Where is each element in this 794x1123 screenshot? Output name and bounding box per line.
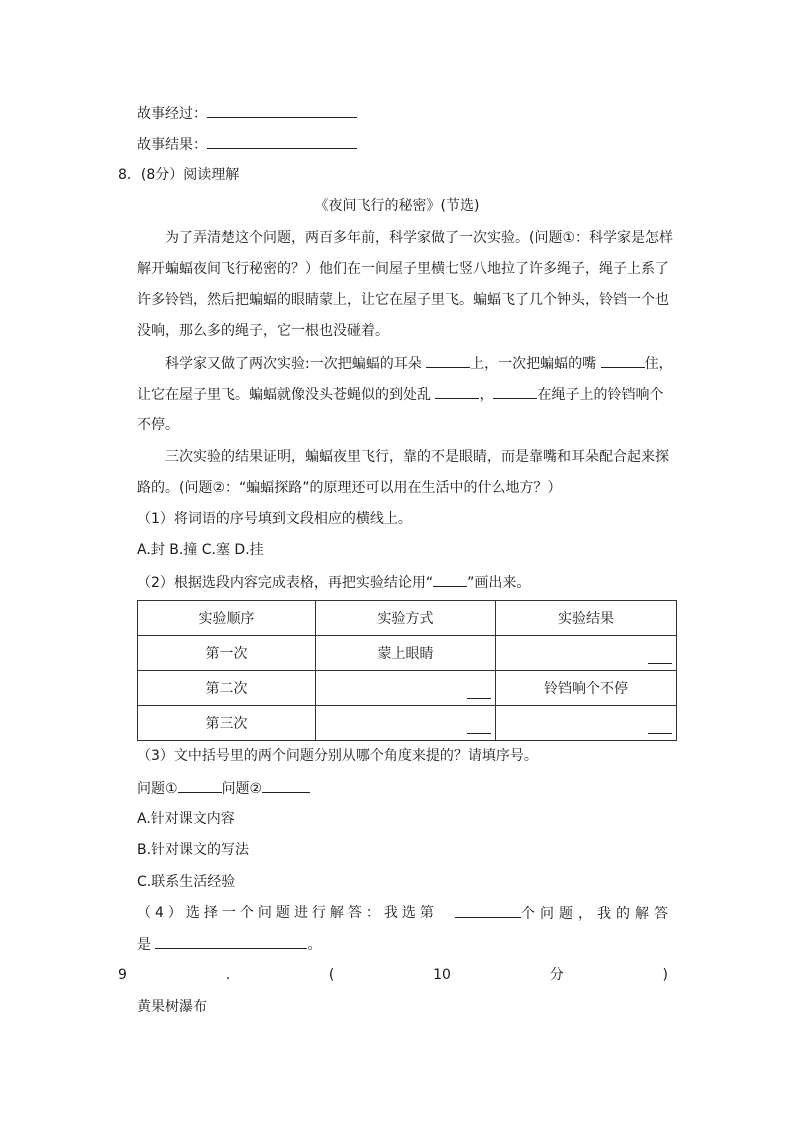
- story-process-label: 故事经过：: [137, 106, 207, 122]
- p1-line-1: 为了弄清楚这个问题，两百多年前，科学家做了一次实验。(问题①：科学家是怎样: [165, 230, 674, 246]
- p2-line-2: [137, 384, 663, 405]
- table-cell-blank[interactable]: [316, 671, 496, 706]
- sub4-text-d: 。: [307, 937, 322, 953]
- p1-line-2: 解开蝙蝠夜间飞行秘密的？）他们在一间屋子里横七竖八地拉了许多绳子，绳子上系了: [137, 261, 669, 277]
- passage-title: 《夜间飞行的秘密》(节选): [314, 198, 480, 214]
- fly-blank[interactable]: [435, 384, 479, 399]
- sub1-options: A.封 B.撞 C.塞 D.挂: [137, 542, 264, 558]
- sub3-option-a: A.针对课文内容: [137, 811, 235, 827]
- sub3-option-c: C.联系生活经验: [137, 874, 236, 890]
- sub2-prompt: [137, 572, 530, 593]
- table-cell: 第一次: [138, 636, 316, 671]
- p1-line-4: 没响，那么多的绳子，它一根也没碰着。: [137, 323, 389, 339]
- sub3-q1-label: 问题①: [137, 781, 178, 797]
- answer-blank[interactable]: [648, 663, 672, 664]
- p2-text-b: 上，一次把蝙蝠的嘴: [470, 356, 597, 372]
- table-header-row: [138, 601, 677, 636]
- answer-text-blank[interactable]: [155, 934, 307, 949]
- table-cell-blank[interactable]: [316, 706, 496, 741]
- table-row: [138, 706, 677, 741]
- p2-line-3: 不停。: [137, 417, 179, 433]
- p2-text-c: 住，: [644, 356, 673, 372]
- p2-text-e: ，: [479, 387, 494, 403]
- story-result-line: [137, 134, 357, 155]
- table-row: [138, 671, 677, 706]
- choice-blank[interactable]: [455, 903, 521, 918]
- mouth-blank[interactable]: [601, 353, 645, 368]
- p2-text-f: 在绳子上的铃铛响个: [537, 387, 664, 403]
- answer-blank[interactable]: [648, 733, 672, 734]
- q2-blank[interactable]: [262, 778, 310, 793]
- sub4-text-a: （4）选择一个问题进行解答：我选第: [137, 905, 438, 921]
- ear-blank[interactable]: [426, 353, 470, 368]
- p3-line-2: 路的。(问题②：“蝙蝠探路”的原理还可以用在生活中的什么地方？）: [137, 480, 562, 496]
- q9-title: 黄果树瀑布: [137, 999, 207, 1015]
- story-result-label: 故事结果：: [137, 137, 207, 153]
- q9-header: [118, 965, 668, 985]
- sub4-line-2: [137, 934, 321, 955]
- sub4-text-b: 个问题，我的解答: [521, 906, 673, 922]
- table-cell-blank[interactable]: [496, 706, 677, 741]
- sub3-q2-label: 问题②: [221, 781, 263, 797]
- p2-text-d: 让它在屋子里飞。蝙蝠就像没头苍蝇似的到处乱: [137, 387, 431, 403]
- sub1-prompt: （1）将词语的序号填到文段相应的横线上。: [137, 511, 412, 527]
- table-row: [138, 636, 677, 671]
- sub2-mark-blank: [433, 572, 467, 587]
- q9-dot: .: [225, 967, 231, 983]
- p1-line-3: 许多铃铛，然后把蝙蝠的眼睛蒙上，让它在屋子里飞。蝙蝠飞了几个钟头，铃铛一个也: [137, 292, 669, 308]
- q9-paren-close: ): [662, 967, 668, 983]
- sub2-text-a: （2）根据选段内容完成表格，再把实验结论用“: [137, 575, 434, 591]
- q1-blank[interactable]: [178, 778, 222, 793]
- sub3-prompt: （3）文中括号里的两个问题分别从哪个角度来提的？请填序号。: [137, 748, 538, 764]
- sub2-text-b: ”画出来。: [467, 575, 531, 591]
- sub4-text-c: 是: [137, 937, 151, 953]
- q9-score-unit: 分: [549, 967, 564, 983]
- answer-blank[interactable]: [467, 698, 491, 699]
- q9-paren-open: (: [328, 967, 335, 983]
- q9-score: 10: [433, 967, 451, 983]
- experiment-table: [137, 600, 677, 741]
- table-cell: 蒙上眼睛: [316, 636, 496, 671]
- story-process-line: [137, 103, 357, 124]
- p3-line-1: 三次实验的结果证明，蝙蝠夜里飞行，靠的不是眼睛，而是靠嘴和耳朵配合起来探: [165, 449, 669, 465]
- table-header: 实验方式: [316, 601, 496, 636]
- q9-number: 9: [118, 967, 127, 983]
- table-cell: 第二次: [138, 671, 316, 706]
- sub3-option-b: B.针对课文的写法: [137, 842, 250, 858]
- p2-line-1: [165, 353, 673, 374]
- sub3-answer-line: [137, 778, 310, 799]
- table-cell-blank[interactable]: [496, 636, 677, 671]
- story-result-blank[interactable]: [207, 134, 357, 149]
- hang-blank[interactable]: [493, 384, 537, 399]
- q8-header: 8．(8分）阅读理解: [118, 167, 240, 183]
- story-process-blank[interactable]: [207, 103, 357, 118]
- table-header: 实验结果: [496, 601, 677, 636]
- p2-text-a: 科学家又做了两次实验:一次把蝙蝠的耳朵: [165, 356, 422, 372]
- sub4-line-1: [137, 903, 673, 924]
- table-cell: 第三次: [138, 706, 316, 741]
- table-cell: 铃铛响个不停: [496, 671, 677, 706]
- table-header: 实验顺序: [138, 601, 316, 636]
- answer-blank[interactable]: [467, 733, 491, 734]
